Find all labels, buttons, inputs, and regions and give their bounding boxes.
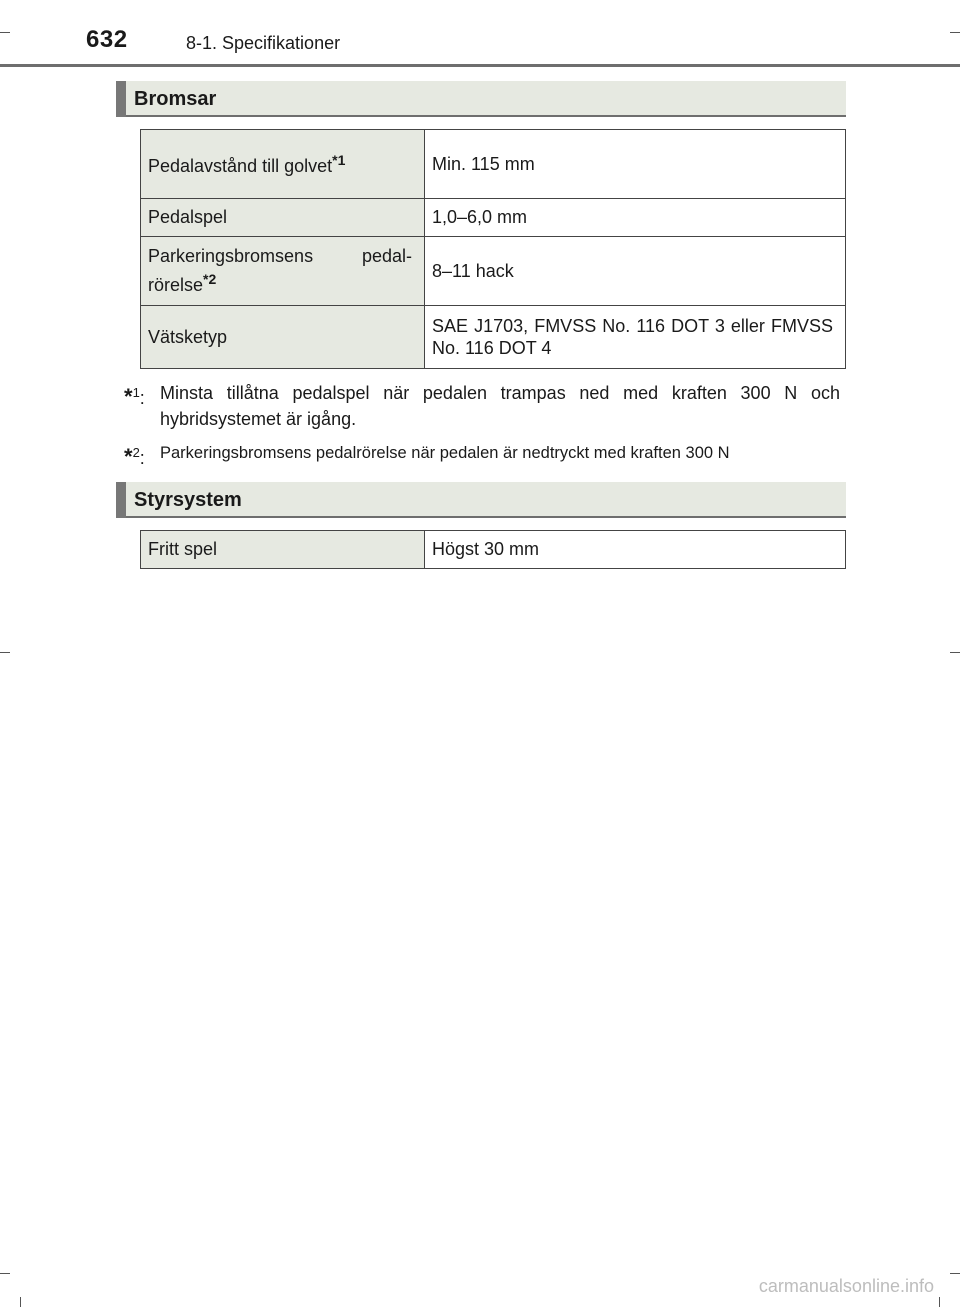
crop-mark <box>0 652 10 653</box>
table-row <box>141 237 846 306</box>
spec-key <box>141 130 425 199</box>
spec-key: Pedalspel <box>141 199 425 237</box>
crop-mark <box>939 1297 940 1307</box>
header-rule <box>0 64 960 67</box>
table-row <box>141 306 846 369</box>
spec-value: 1,0–6,0 mm <box>425 199 846 237</box>
spec-value-text: SAE J1703, FMVSS No. 116 DOT 3 eller FMVSS No. 116 DOT 4 <box>432 316 833 358</box>
page-number: 632 <box>86 26 128 53</box>
brakes-table <box>140 129 846 369</box>
table-row <box>141 531 846 569</box>
spec-key-line: rörelse <box>148 275 204 295</box>
footer-watermark: carmanualsonline.info <box>758 1276 934 1296</box>
spec-key <box>141 237 425 306</box>
footnote <box>124 440 840 469</box>
crop-mark <box>950 1273 960 1274</box>
table-row <box>141 199 846 237</box>
crop-mark <box>950 652 960 653</box>
footnote-ref: *1 <box>332 151 346 168</box>
crop-mark <box>20 1297 21 1307</box>
spec-value: Högst 30 mm <box>425 531 846 569</box>
spec-value <box>425 306 846 369</box>
footnote-mark: *$^2$: <box>124 444 145 469</box>
table-row <box>141 130 846 199</box>
spec-value: 8–11 hack <box>425 237 846 306</box>
footnote-ref: *2 <box>203 271 217 287</box>
heading-bar <box>116 482 126 518</box>
spec-key-line: Parkeringsbromsens pedal- <box>148 246 412 266</box>
spec-key: Vätsketyp <box>141 306 425 369</box>
heading-bar <box>116 81 126 117</box>
crop-mark <box>0 32 10 33</box>
steering-table <box>140 530 846 569</box>
crop-mark <box>0 1273 10 1274</box>
chapter-title: 8-1. Specifikationer <box>186 33 341 53</box>
section-title: Styrsystem <box>134 489 242 511</box>
section-title: Bromsar <box>134 88 217 110</box>
spec-key: Fritt spel <box>141 531 425 569</box>
footnote-mark: *$^1$: <box>124 384 145 409</box>
footnote-text: Parkeringsbromsens pedalrörelse när pedalen är nedtryckt med kraften 300 N <box>160 444 730 462</box>
spec-value: Min. 115 mm <box>425 130 846 199</box>
spec-key-text: Pedalavstånd till golvet <box>148 155 333 176</box>
crop-mark <box>950 32 960 33</box>
footnote-text: Minsta tillåtna pedalspel när pedalen trampas ned med kraften 300 N och hybridsystemet är igång. <box>160 383 840 429</box>
footnote <box>124 380 840 432</box>
section-heading-brakes <box>116 81 846 117</box>
section-heading-steering <box>116 482 846 518</box>
